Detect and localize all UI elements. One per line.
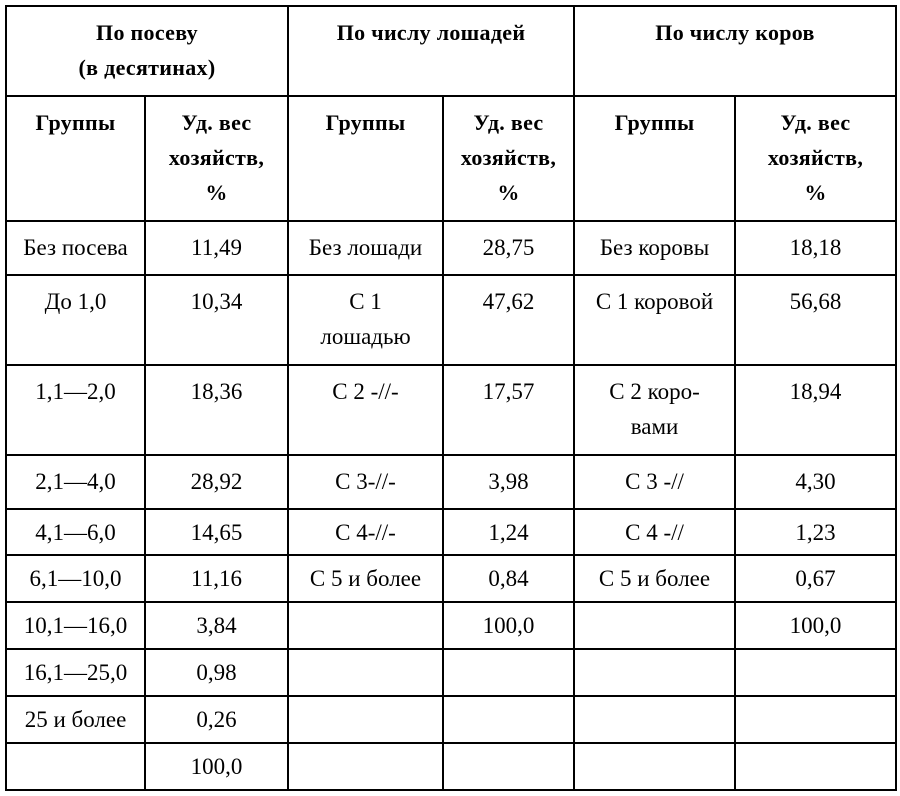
header-groups-cows: Группы [574, 96, 735, 221]
table-cell: С 1 лошадью [288, 275, 443, 365]
table-cell: 28,92 [145, 455, 288, 509]
table-cell [574, 649, 735, 696]
header-groups-horses: Группы [288, 96, 443, 221]
table-cell: 1,1—2,0 [6, 365, 145, 455]
table-cell: 0,98 [145, 649, 288, 696]
table-cell: С 1 коровой [574, 275, 735, 365]
table-row [6, 221, 896, 275]
table-cell: 3,84 [145, 602, 288, 649]
table-cell: С 5 и более [288, 555, 443, 602]
table-row [6, 509, 896, 556]
table-cell: 2,1—4,0 [6, 455, 145, 509]
header-row-categories [6, 6, 896, 96]
table-cell: С 2 коро- вами [574, 365, 735, 455]
table-cell: 4,1—6,0 [6, 509, 145, 556]
header-row-columns [6, 96, 896, 221]
header-sowing: По посеву (в десятинах) [6, 6, 288, 96]
table-cell [735, 649, 896, 696]
table-row [6, 275, 896, 365]
table-cell: До 1,0 [6, 275, 145, 365]
table-cell: С 5 и более [574, 555, 735, 602]
table-cell: 6,1—10,0 [6, 555, 145, 602]
table-cell: 0,67 [735, 555, 896, 602]
table-cell: 100,0 [443, 602, 574, 649]
table-cell: Без коровы [574, 221, 735, 275]
table-cell: 100,0 [735, 602, 896, 649]
table-cell: 1,24 [443, 509, 574, 556]
table-cell: Без посева [6, 221, 145, 275]
table-cell [735, 696, 896, 743]
header-share-cows: Уд. вес хозяйств, % [735, 96, 896, 221]
table-cell [443, 743, 574, 790]
table-cell: 3,98 [443, 455, 574, 509]
table-cell: 4,30 [735, 455, 896, 509]
table-cell: 10,1—16,0 [6, 602, 145, 649]
table-cell [443, 649, 574, 696]
table-cell: 28,75 [443, 221, 574, 275]
table-cell: 25 и более [6, 696, 145, 743]
table-cell: 100,0 [145, 743, 288, 790]
table-cell [288, 743, 443, 790]
table-row [6, 455, 896, 509]
table-cell: 10,34 [145, 275, 288, 365]
table-cell: С 2 -//- [288, 365, 443, 455]
table-cell [574, 696, 735, 743]
household-groups-table [5, 5, 897, 791]
table-cell: С 3 -// [574, 455, 735, 509]
table-row [6, 696, 896, 743]
table-cell [443, 696, 574, 743]
table-cell: 1,23 [735, 509, 896, 556]
table-cell: С 4-//- [288, 509, 443, 556]
table-cell: 0,26 [145, 696, 288, 743]
header-horses: По числу лошадей [288, 6, 574, 96]
table-cell: 18,94 [735, 365, 896, 455]
table-cell: 14,65 [145, 509, 288, 556]
table-cell: С 3-//- [288, 455, 443, 509]
table-cell [6, 743, 145, 790]
table-cell: 11,16 [145, 555, 288, 602]
table-cell [288, 696, 443, 743]
table-cell: 56,68 [735, 275, 896, 365]
table-cell: 0,84 [443, 555, 574, 602]
table-cell [735, 743, 896, 790]
header-share-sowing: Уд. вес хозяйств, % [145, 96, 288, 221]
table-row [6, 555, 896, 602]
table-cell [288, 602, 443, 649]
header-cows: По числу коров [574, 6, 896, 96]
table-cell: 18,36 [145, 365, 288, 455]
table-cell: Без лошади [288, 221, 443, 275]
header-groups-sowing: Группы [6, 96, 145, 221]
table-cell [574, 743, 735, 790]
header-share-horses: Уд. вес хозяйств, % [443, 96, 574, 221]
table-cell [574, 602, 735, 649]
table-cell: 17,57 [443, 365, 574, 455]
table-cell: 16,1—25,0 [6, 649, 145, 696]
table-row [6, 743, 896, 790]
table-row [6, 365, 896, 455]
table-cell: 11,49 [145, 221, 288, 275]
table-cell: С 4 -// [574, 509, 735, 556]
table-cell: 47,62 [443, 275, 574, 365]
table-row [6, 602, 896, 649]
table-cell [288, 649, 443, 696]
table-row [6, 649, 896, 696]
table-cell: 18,18 [735, 221, 896, 275]
